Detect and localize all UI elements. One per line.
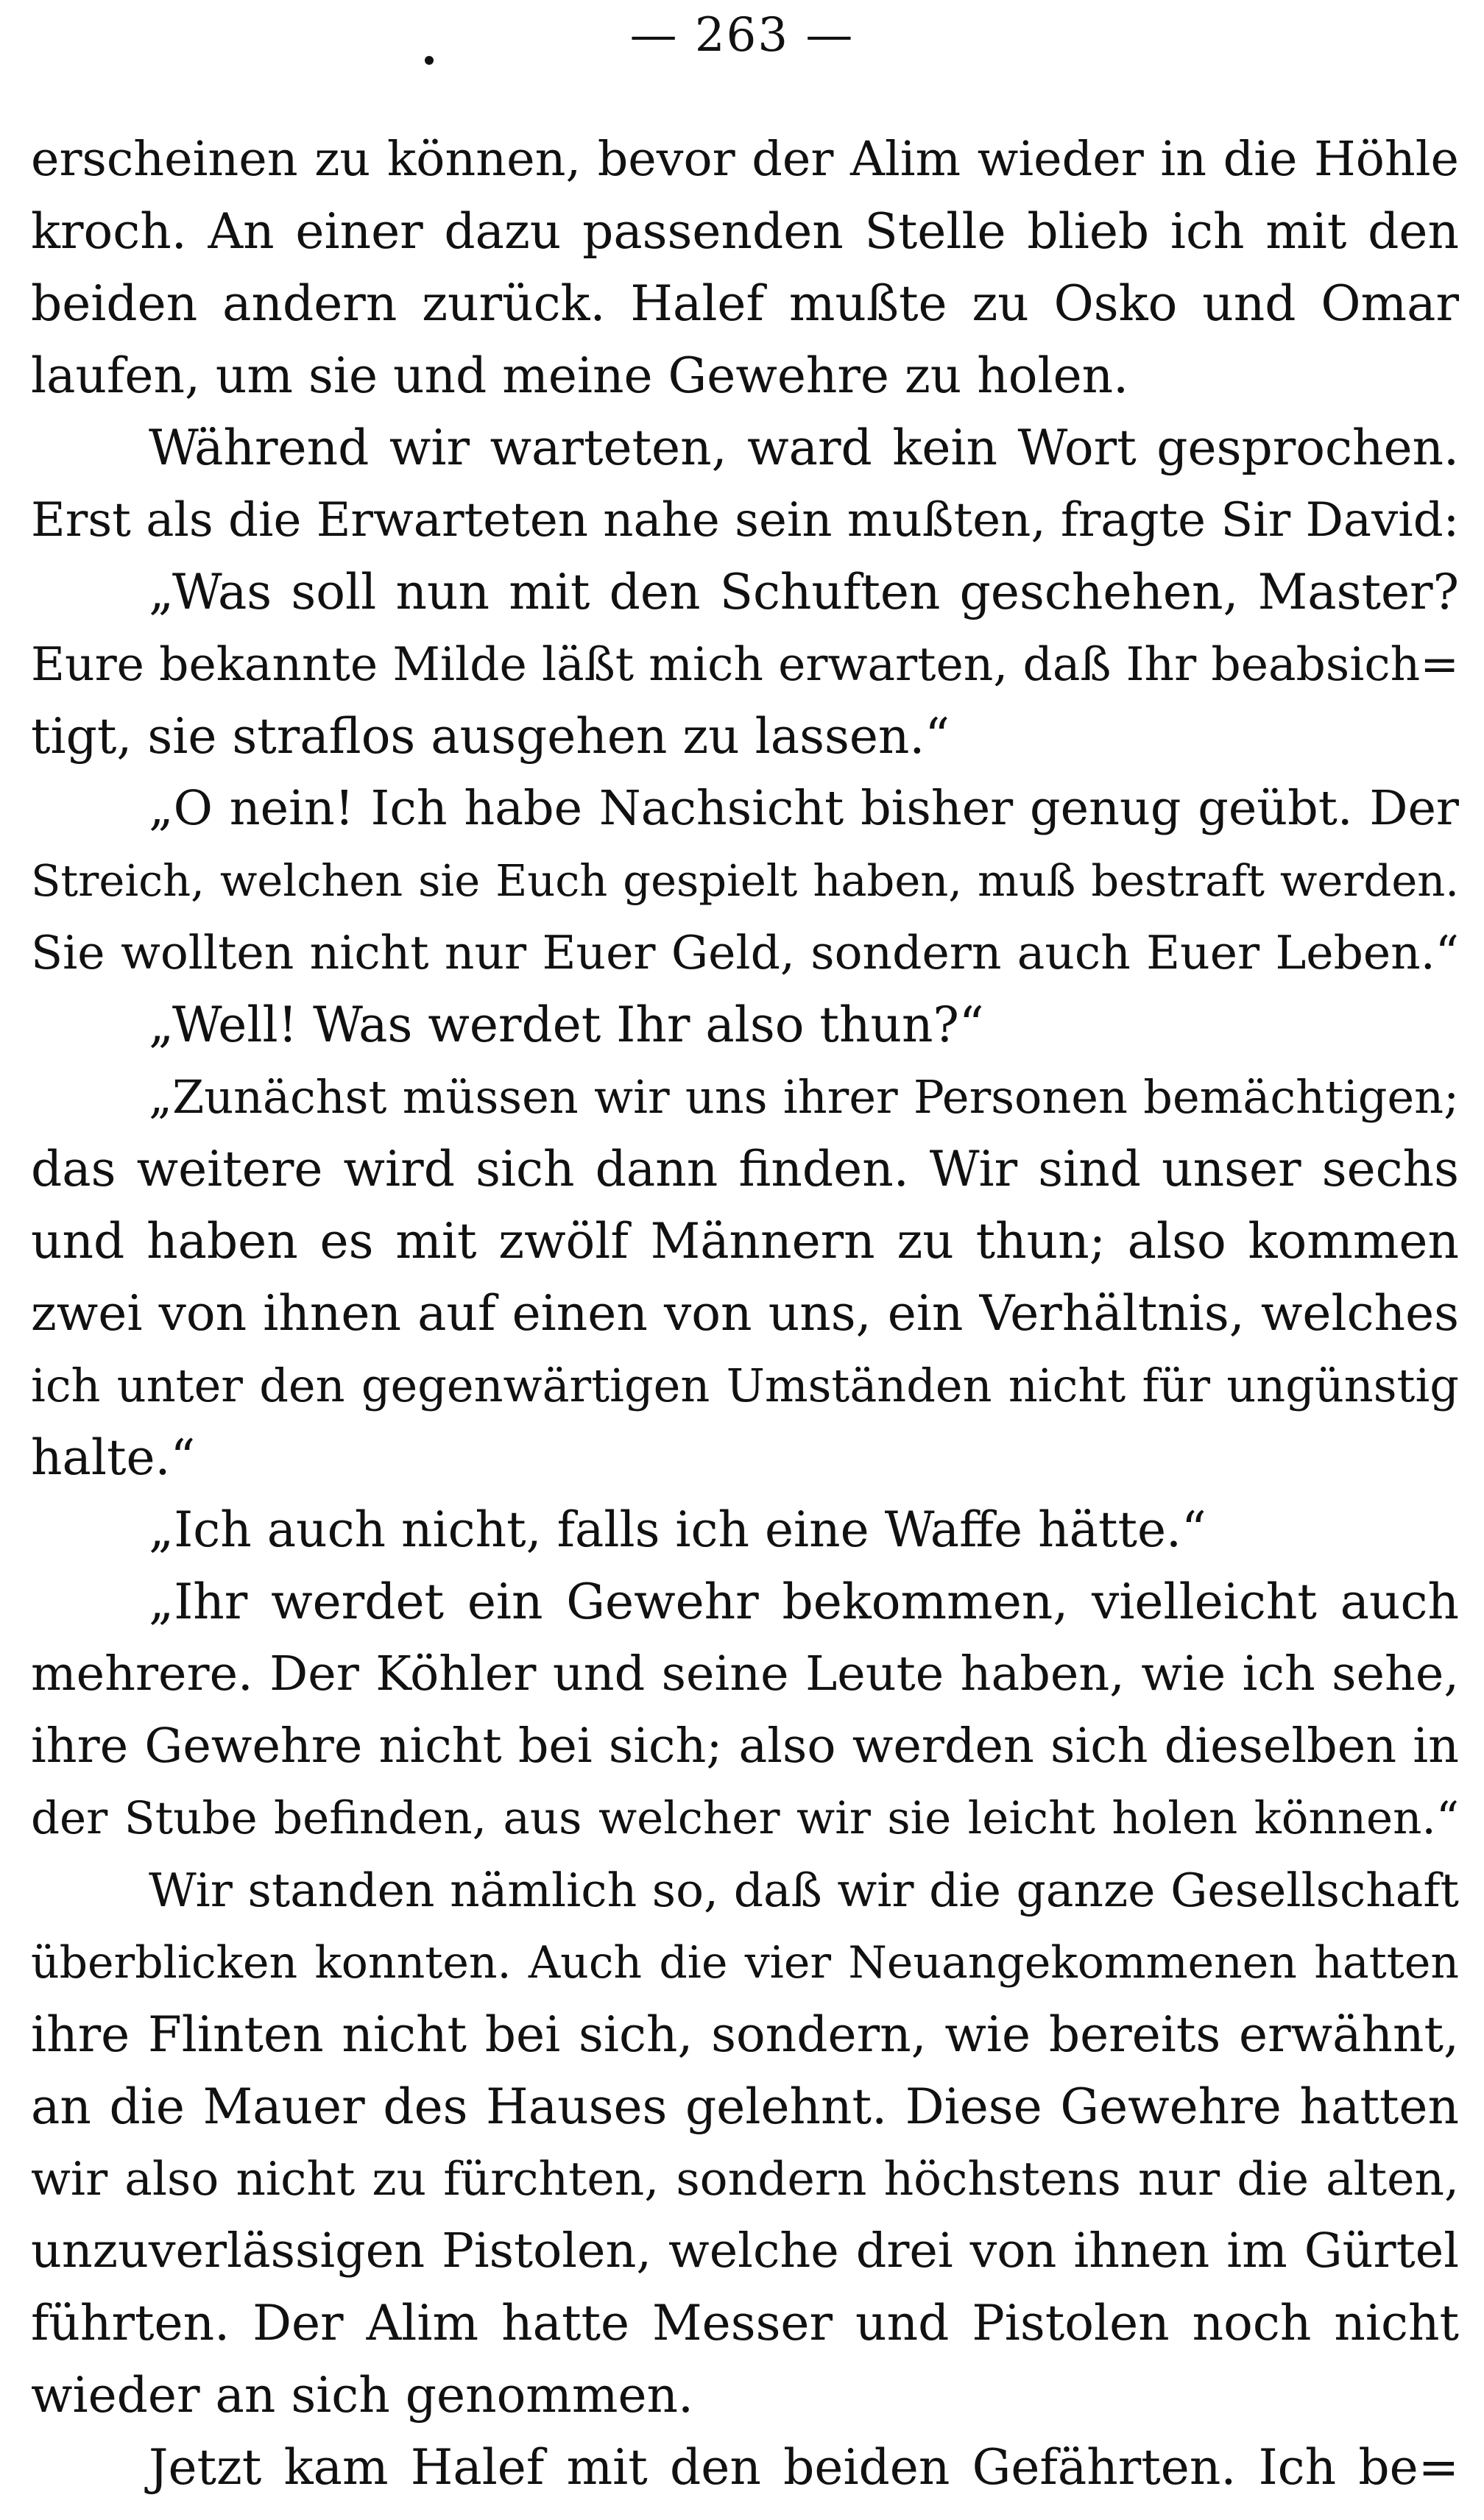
- text-line: ich unter den gegenwärtigen Umständen nicht für ungünstig: [31, 1359, 1459, 1412]
- text-line: „Ihr werdet ein Gewehr bekommen, vielleicht auch: [149, 1574, 1459, 1630]
- text-line: Streich, welchen sie Euch gespielt haben, muß bestraft werden.: [31, 855, 1459, 906]
- text-line: der Stube befinden, aus welcher wir sie leicht holen können.“: [31, 1792, 1459, 1844]
- text-line: das weitere wird sich dann finden. Wir sind unser sechs: [31, 1141, 1459, 1197]
- text-line: Eure bekannte Milde läßt mich erwarten, daß Ihr beabsich=: [31, 637, 1459, 691]
- text-line: tigt, sie straflos ausgehen zu lassen.“: [31, 708, 950, 765]
- text-line: beiden andern zurück. Halef mußte zu Osko und Omar: [31, 275, 1459, 332]
- text-line: „Well! Was werdet Ihr also thun?“: [149, 997, 984, 1053]
- text-line: Jetzt kam Halef mit den beiden Gefährten. Ich be=: [149, 2439, 1459, 2496]
- text-line: wieder an sich genommen.: [31, 2367, 694, 2424]
- body-text: [31, 124, 1459, 2504]
- text-line: zwei von ihnen auf einen von uns, ein Verhältnis, welches: [31, 1285, 1459, 1342]
- text-line: Erst als die Erwarteten nahe sein mußten, fragte Sir David:: [31, 493, 1459, 548]
- text-line: Während wir warteten, ward kein Wort gesprochen.: [149, 420, 1459, 476]
- text-line: führten. Der Alim hatte Messer und Pistolen noch nicht: [31, 2295, 1459, 2351]
- text-line: laufen, um sie und meine Gewehre zu holen.: [31, 347, 1129, 404]
- text-line: ihre Flinten nicht bei sich, sondern, wie bereits erwähnt,: [31, 2006, 1459, 2063]
- print-speck: [425, 56, 434, 65]
- text-line: „Ich auch nicht, falls ich eine Waffe hätte.“: [149, 1501, 1206, 1558]
- text-line: und haben es mit zwölf Männern zu thun; also kommen: [31, 1213, 1459, 1270]
- text-line: unzuverlässigen Pistolen, welche drei von ihnen im Gürtel: [31, 2223, 1459, 2279]
- text-line: überblicken konnten. Auch die vier Neuangekommenen hatten: [31, 1937, 1459, 1989]
- text-line: „O nein! Ich habe Nachsicht bisher genug geübt. Der: [149, 781, 1459, 836]
- text-line: halte.“: [31, 1429, 196, 1486]
- text-line: „Was soll nun mit den Schuften geschehen, Master?: [149, 564, 1459, 620]
- text-line: ihre Gewehre nicht bei sich; also werden sich dieselben in: [31, 1719, 1459, 1774]
- page-number: — 263 —: [629, 8, 855, 63]
- text-line: Sie wollten nicht nur Euer Geld, sondern auch Euer Leben.“: [31, 926, 1459, 980]
- text-line: Wir standen nämlich so, daß wir die ganze Gesellschaft: [149, 1864, 1459, 1917]
- text-line: mehrere. Der Köhler und seine Leute haben, wie ich sehe,: [31, 1646, 1459, 1702]
- text-line: an die Mauer des Hauses gelehnt. Diese Gewehre hatten: [31, 2078, 1459, 2135]
- text-line: wir also nicht zu fürchten, sondern höchstens nur die alten,: [31, 2152, 1459, 2206]
- text-line: „Zunächst müssen wir uns ihrer Personen bemächtigen;: [149, 1070, 1459, 1124]
- text-line: kroch. An einer dazu passenden Stelle blieb ich mit den: [31, 203, 1459, 260]
- text-line: erscheinen zu können, bevor der Alim wieder in die Höhle: [31, 132, 1459, 187]
